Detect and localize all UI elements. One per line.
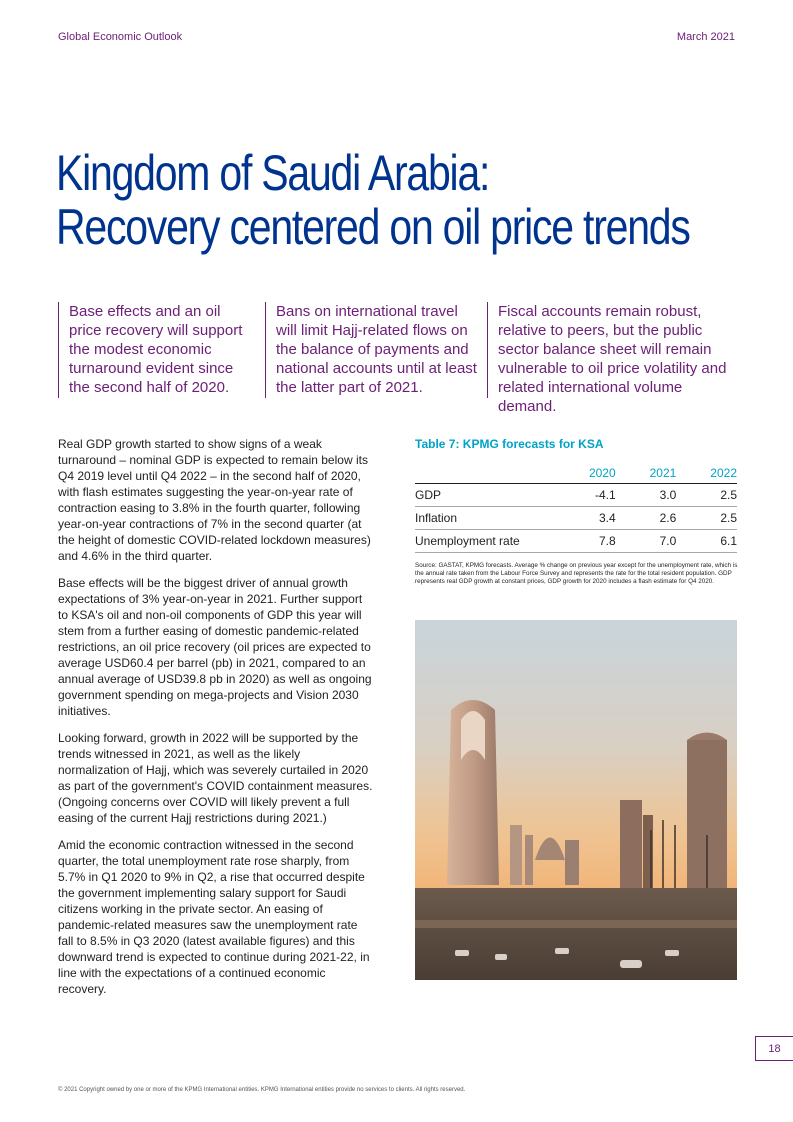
cell-value: 6.1 [676, 530, 737, 553]
table-header-blank [415, 462, 555, 484]
cell-value: 2.5 [676, 484, 737, 507]
table-source-note: Source: GASTAT, KPMG forecasts. Average % change on previous year except for the unemployment rate, which is the annual rate taken from the Labour Force Survey and represents the rate for the total resident population. GDP represents real GDP growth at constant prices, GDP growth for 2020 includes a flash estimate for Q4 2020. [415, 562, 738, 585]
page-title-line2: Recovery centered on oil price trends [56, 199, 690, 255]
key-callouts [58, 302, 738, 415]
table-header-row [415, 462, 737, 484]
table-row [415, 530, 737, 553]
body-paragraph: Looking forward, growth in 2022 will be supported by the trends witnessed in 2021, as well as the likely normalization of Hajj, which was severely curtailed in 2020 as part of the government's COVID containment measures. (Ongoing concerns over COVID will likely prevent a full easing of the current Hajj restrictions during 2021.) [58, 731, 373, 825]
table-row [415, 484, 737, 507]
table-row [415, 507, 737, 530]
header-date: March 2021 [676, 31, 735, 43]
table-header-year: 2020 [588, 466, 616, 480]
body-paragraph: Real GDP growth started to show signs of a weak turnaround – nominal GDP is expected to remain below its Q4 2019 level until Q4 2022 – in the second half of 2020, with flash estimates suggesting the year-on-year rate of contraction easing to 3.8% in the fourth quarter, following year-on-year contractions of 7% in the second quarter (at the height of domestic COVID-related lockdown measures) and 4.6% in the third quarter. [58, 437, 371, 563]
body-paragraph: Base effects will be the biggest driver of annual growth expectations of 3% year-on-year in 2021. Further support to KSA's oil and non-oil components of GDP this year will stem from a further easing of domestic pandemic-related restrictions, an oil price recovery (oil prices are expected to average USD60.4 per barrel (pb) in 2021, compared to an annual average of USD39.8 pb in 2020) as well as ongoing government spending on mega-projects and Vision 2030 initiatives. [58, 576, 372, 718]
forecast-table [415, 462, 737, 553]
cell-value: 7.8 [555, 530, 616, 553]
page-number: 18 [755, 1036, 793, 1061]
callout-2: Bans on international travel will limit Hajj-related flows on the balance of payments and national accounts until at least the latter part of 2021. [265, 302, 477, 398]
page-title [56, 145, 690, 255]
riyadh-skyline-photo [415, 620, 737, 980]
body-text [58, 436, 374, 1008]
cell-value: 2.5 [676, 507, 737, 530]
row-label: GDP [415, 484, 555, 507]
cell-value: -4.1 [555, 484, 616, 507]
row-label: Inflation [415, 507, 555, 530]
table-header-year: 2021 [649, 466, 677, 480]
cell-value: 7.0 [616, 530, 677, 553]
table-title: Table 7: KPMG forecasts for KSA [415, 437, 604, 451]
header-publication-title: Global Economic Outlook [58, 31, 183, 43]
cell-value: 3.4 [555, 507, 616, 530]
table-header-year: 2022 [710, 466, 737, 480]
cell-value: 2.6 [616, 507, 677, 530]
callout-1: Base effects and an oil price recovery will support the modest economic turnaround evident since the second half of 2020. [58, 302, 254, 398]
copyright-footer: © 2021 Copyright owned by one or more of the KPMG International entities. KPMG International entities provide no services to clients. All rights reserved. [58, 1087, 466, 1093]
page-title-line1: Kingdom of Saudi Arabia: [56, 145, 490, 201]
row-label: Unemployment rate [415, 530, 555, 553]
cell-value: 3.0 [616, 484, 677, 507]
callout-3: Fiscal accounts remain robust, relative to peers, but the public sector balance sheet will remain vulnerable to oil price volatility and related international volume demand. [487, 302, 739, 398]
body-paragraph: Amid the economic contraction witnessed in the second quarter, the total unemployment rate rose sharply, from 5.7% in Q1 2020 to 9% in Q2, a rise that occurred despite the government implementing salary support for Saudi citizens working in the private sector. An easing of pandemic-related measures saw the unemployment rate fall to 8.5% in Q3 2020 (latest available figures) and this downward trend is expected to continue during 2021-22, in line with the expectations of a continued economic recovery. [58, 838, 370, 996]
